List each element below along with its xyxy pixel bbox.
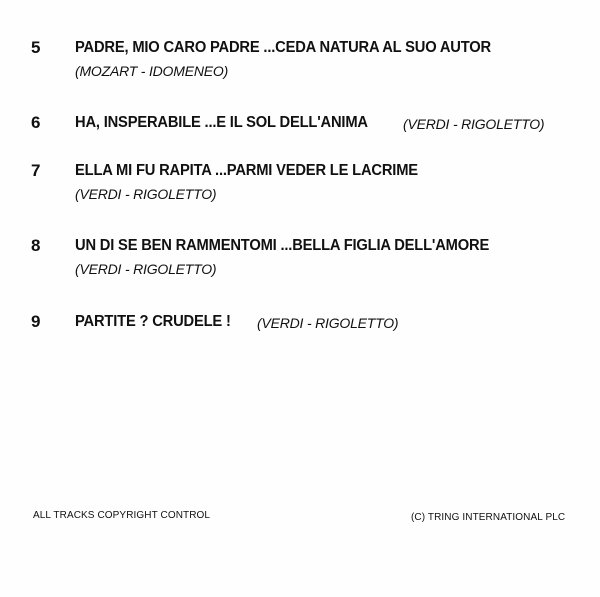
track-title: UN DI SE BEN RAMMENTOMI ...BELLA FIGLIA DELL'AMORE: [75, 237, 490, 254]
track-title: ELLA MI FU RAPITA ...PARMI VEDER LE LACRIME: [75, 162, 418, 179]
track-title-line: [75, 312, 399, 332]
track-title: PADRE, MIO CARO PADRE ...CEDA NATURA AL SUO AUTOR: [75, 39, 491, 56]
copyright-notice-right: (C) TRING INTERNATIONAL PLC: [411, 512, 566, 523]
track-composer-line: [75, 185, 216, 204]
copyright-notice-left: ALL TRACKS COPYRIGHT CONTROL: [33, 510, 211, 521]
track-composer: (VERDI - RIGOLETTO): [75, 186, 217, 202]
track-composer: (MOZART - IDOMENEO): [75, 63, 229, 79]
track-composer: (VERDI - RIGOLETTO): [257, 315, 399, 331]
track-title: HA, INSPERABILE ...E IL SOL DELL'ANIMA: [75, 114, 368, 131]
track-composer: (VERDI - RIGOLETTO): [403, 116, 545, 132]
track-title-line: [75, 38, 527, 58]
track-composer: (VERDI - RIGOLETTO): [75, 261, 217, 277]
track-number: 9: [31, 312, 41, 331]
track-title: PARTITE ? CRUDELE !: [75, 313, 231, 330]
track-title-line: [75, 161, 448, 181]
track-number: 8: [31, 236, 41, 255]
track-title-line: [75, 113, 545, 133]
track-number: 7: [31, 161, 41, 180]
track-composer-line: [75, 260, 216, 279]
track-number: 6: [31, 113, 41, 132]
track-composer-line: [75, 62, 228, 81]
track-number: 5: [31, 38, 41, 57]
track-title-line: [75, 236, 525, 256]
